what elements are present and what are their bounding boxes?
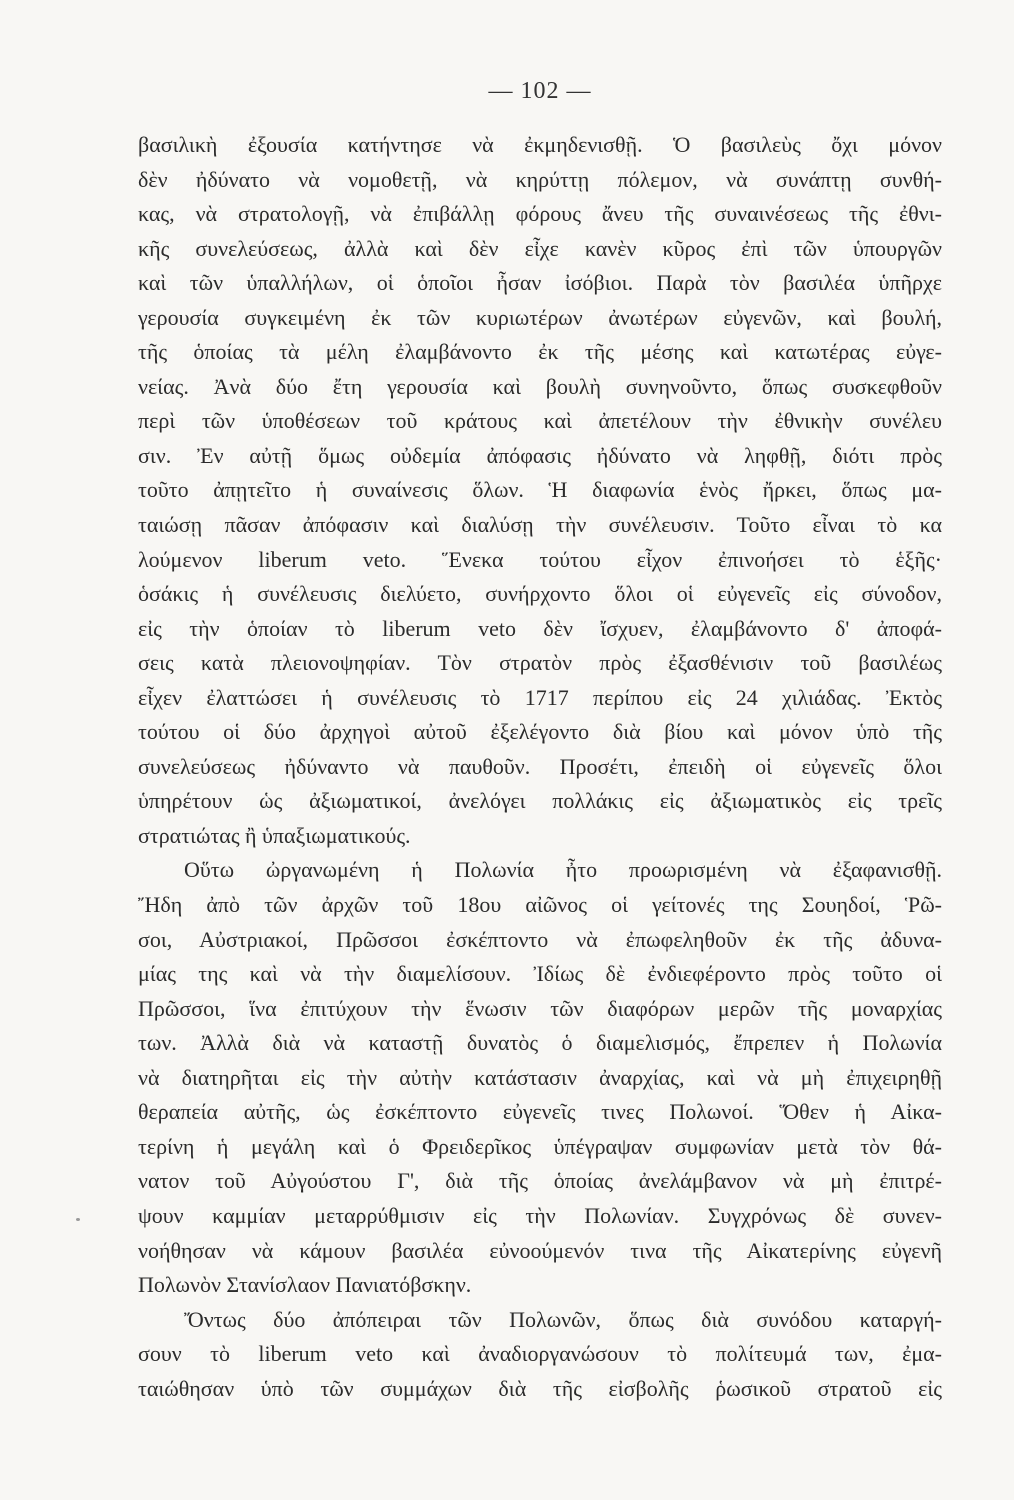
text-line: τῆς ὁποίας τὰ μέλη ἐλαμβάνοντο ἐκ τῆς μέσης καὶ κατωτέρας εὐγε- (138, 339, 942, 365)
text-line: στρατιώτας ἢ ὑπαξιωματικούς. (138, 822, 411, 848)
text-line: εἰς τὴν ὁποίαν τὸ liberum veto δὲν ἴσχυεν, ἐλαμβάνοντο δ' ἀποφά- (138, 615, 942, 641)
text-line: νοήθησαν νὰ κάμουν βασιλέα εὐνοούμενόν τινα τῆς Αἰκατερίνης εὐγενῆ (138, 1237, 942, 1263)
text-line: των. Ἀλλὰ διὰ νὰ καταστῇ δυνατὸς ὁ διαμελισμός, ἔπρεπεν ἡ Πολωνία (138, 1030, 942, 1056)
text-line: Ὄντως δύο ἀπόπειραι τῶν Πολωνῶν, ὅπως διὰ συνόδου καταργή- (184, 1306, 942, 1332)
text-line: ὑπηρέτουν ὡς ἀξιωματικοί, ἀνελόγει πολλάκις εἰς ἀξιωματικὸς εἰς τρεῖς (138, 788, 942, 814)
text-line: σουν τὸ liberum veto καὶ ἀναδιοργανώσουν τὸ πολίτευμά των, ἐμα- (138, 1341, 942, 1367)
text-line: ὁσάκις ἡ συνέλευσις διελύετο, συνήρχοντο ὅλοι οἱ εὐγενεῖς εἰς σύνοδον, (138, 581, 942, 607)
text-line: Οὕτω ὠργανωμένη ἡ Πολωνία ἦτο προωρισμένη νὰ ἐξαφανισθῇ. (184, 857, 942, 883)
text-line: συνελεύσεως ἠδύναντο νὰ παυθοῦν. Προσέτι, ἐπειδὴ οἱ εὐγενεῖς ὅλοι (138, 753, 942, 779)
text-line: Πολωνὸν Στανίσλαον Πανιατόβσκην. (138, 1272, 472, 1298)
text-line: μίας της καὶ νὰ τὴν διαμελίσουν. Ἰδίως δὲ ἐνδιεφέροντο πρὸς τοῦτο οἱ (138, 961, 942, 987)
text-line: ταιώθησαν ὑπὸ τῶν συμμάχων διὰ τῆς εἰσβολῆς ῥωσικοῦ στρατοῦ εἰς (138, 1375, 942, 1401)
text-line: σοι, Αὐστριακοί, Πρῶσσοι ἐσκέπτοντο νὰ ἐπωφεληθοῦν ἐκ τῆς ἀδυνα- (138, 926, 942, 952)
text-line: γερουσία συγκειμένη ἐκ τῶν κυριωτέρων ἀνωτέρων εὐγενῶν, καὶ βουλή, (138, 304, 942, 330)
body-text (138, 128, 942, 1406)
text-line: σεις κατὰ πλειονοψηφίαν. Τὸν στρατὸν πρὸς ἐξασθένισιν τοῦ βασιλέως (138, 650, 942, 676)
text-line: νείας. Ἀνὰ δύο ἔτη γερουσία καὶ βουλὴ συνηνοῦντο, ὅπως συσκεφθοῦν (138, 373, 942, 399)
text-line: κας, νὰ στρατολογῇ, νὰ ἐπιβάλλῃ φόρους ἄνευ τῆς συναινέσεως τῆς ἐθνι- (138, 201, 942, 227)
text-line: λούμενον liberum veto. Ἕνεκα τούτου εἶχον ἐπινοήσει τὸ ἑξῆς· (138, 546, 942, 572)
text-line: ψουν καμμίαν μεταρρύθμισιν εἰς τὴν Πολωνίαν. Συγχρόνως δὲ συνεν- (138, 1202, 942, 1228)
text-line: τερίνη ἡ μεγάλη καὶ ὁ Φρειδερῖκος ὑπέγραψαν συμφωνίαν μετὰ τὸν θά- (138, 1133, 942, 1159)
text-line: βασιλικὴ ἐξουσία κατήντησε νὰ ἐκμηδενισθῇ. Ὁ βασιλεὺς ὄχι μόνον (138, 132, 942, 157)
text-line: εἶχεν ἐλαττώσει ἡ συνέλευσις τὸ 1717 περίπου εἰς 24 χιλιάδας. Ἐκτὸς (138, 684, 942, 710)
text-line: Ἤδη ἀπὸ τῶν ἀρχῶν τοῦ 18ου αἰῶνος οἱ γείτονές της Σουηδοί, Ῥῶ- (138, 892, 942, 918)
text-line: δὲν ἠδύνατο νὰ νομοθετῇ, νὰ κηρύττῃ πόλεμον, νὰ συνάπτῃ συνθή- (138, 166, 942, 192)
text-line: περὶ τῶν ὑποθέσεων τοῦ κράτους καὶ ἀπετέλουν τὴν ἐθνικὴν συνέλευ (138, 408, 942, 434)
text-line: καὶ τῶν ὑπαλλήλων, οἱ ὁποῖοι ἦσαν ἰσόβιοι. Παρὰ τὸν βασιλέα ὑπῆρχε (138, 270, 942, 296)
text-line: θεραπεία αὐτῆς, ὡς ἐσκέπτοντο εὐγενεῖς τινες Πολωνοί. Ὅθεν ἡ Αἰκα- (138, 1099, 942, 1125)
text-line: νατον τοῦ Αὐγούστου Γ', διὰ τῆς ὁποίας ἀνελάμβανον νὰ μὴ ἐπιτρέ- (138, 1168, 942, 1194)
text-line: σιν. Ἐν αὐτῇ ὅμως οὐδεμία ἀπόφασις ἠδύνατο νὰ ληφθῇ, διότι πρὸς (138, 442, 942, 468)
text-line: τοῦτο ἀπῃτεῖτο ἡ συναίνεσις ὅλων. Ἡ διαφωνία ἑνὸς ἤρκει, ὅπως μα- (138, 477, 942, 503)
text-line: νὰ διατηρῆται εἰς τὴν αὐτὴν κατάστασιν ἀναρχίας, καὶ νὰ μὴ ἐπιχειρηθῇ (138, 1064, 942, 1090)
paper-speck (76, 1218, 80, 1221)
text-line: τούτου οἱ δύο ἀρχηγοὶ αὐτοῦ ἐξελέγοντο διὰ βίου καὶ μόνον ὑπὸ τῆς (138, 719, 942, 745)
page-number: — 102 — (488, 78, 592, 104)
text-line: ταιώσῃ πᾶσαν ἀπόφασιν καὶ διαλύσῃ τὴν συνέλευσιν. Τοῦτο εἶναι τὸ κα (138, 512, 942, 538)
text-line: κῆς συνελεύσεως, ἀλλὰ καὶ δὲν εἶχε κανὲν κῦρος ἐπὶ τῶν ὑπουργῶν (138, 235, 942, 261)
text-line: Πρῶσσοι, ἵνα ἐπιτύχουν τὴν ἕνωσιν τῶν διαφόρων μερῶν τῆς μοναρχίας (138, 995, 942, 1021)
